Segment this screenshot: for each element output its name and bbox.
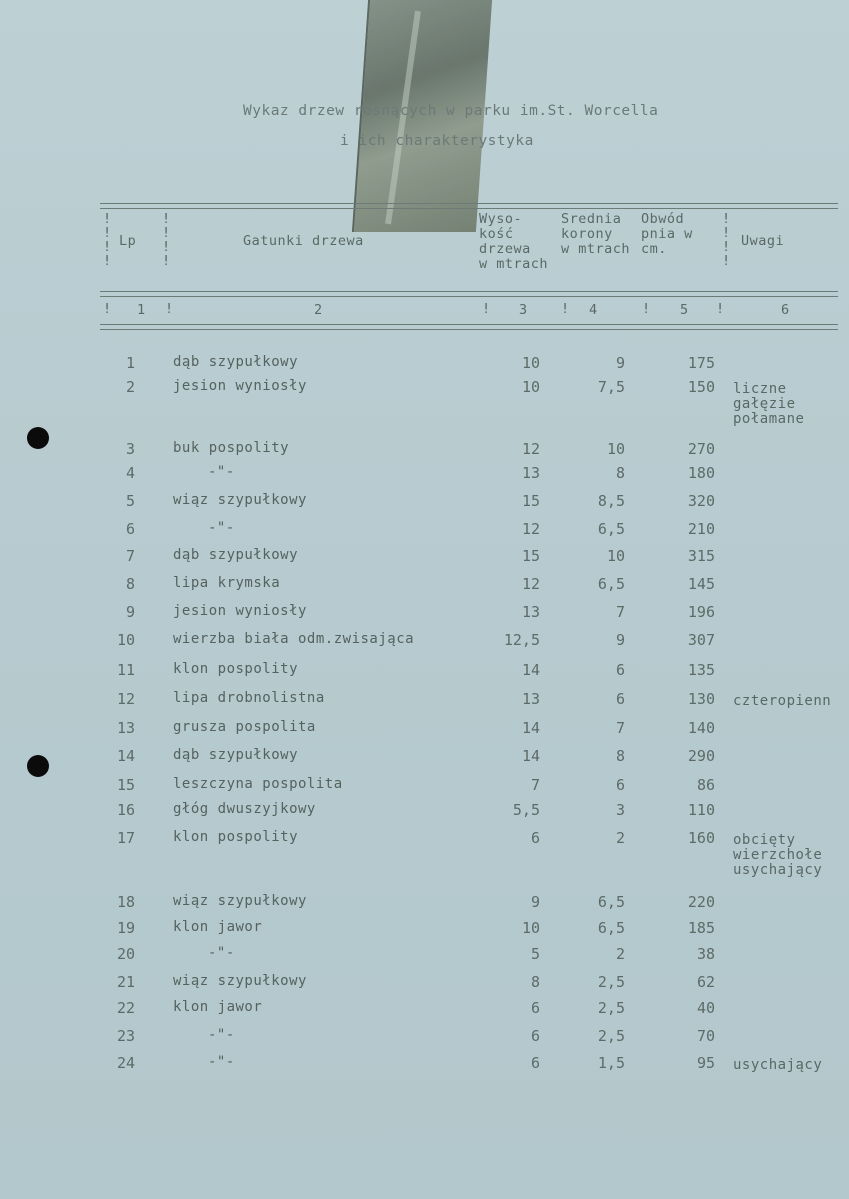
- row-number: 20: [116, 945, 135, 963]
- header-rule-top: [100, 203, 838, 209]
- row-height: 10: [521, 919, 540, 937]
- row-species: -"-: [208, 945, 235, 961]
- row-species: dąb szypułkowy: [173, 747, 299, 763]
- row-species: grusza pospolita: [173, 719, 316, 735]
- row-crown: 9: [615, 631, 625, 649]
- row-girth: 196: [687, 603, 715, 621]
- row-crown: 2: [615, 829, 625, 847]
- row-crown: 8,5: [597, 492, 625, 510]
- row-girth: 270: [687, 440, 715, 458]
- row-girth: 307: [687, 631, 715, 649]
- row-crown: 9: [615, 354, 625, 372]
- row-crown: 2,5: [597, 999, 625, 1017]
- column-number: 2: [314, 302, 323, 318]
- row-species: -"-: [208, 520, 235, 536]
- separator: !: [642, 301, 651, 317]
- row-number: 24: [116, 1054, 135, 1072]
- row-girth: 95: [696, 1054, 715, 1072]
- row-number: 16: [116, 801, 135, 819]
- row-species: dąb szypułkowy: [173, 547, 299, 563]
- row-height: 6: [530, 829, 540, 847]
- column-number: 5: [680, 302, 689, 318]
- row-species: klon pospolity: [173, 661, 299, 677]
- row-crown: 6: [615, 661, 625, 679]
- row-number: 8: [125, 575, 135, 593]
- row-girth: 210: [687, 520, 715, 538]
- row-height: 15: [521, 547, 540, 565]
- row-species: jesion wyniosły: [173, 603, 307, 619]
- row-girth: 160: [687, 829, 715, 847]
- row-number: 9: [125, 603, 135, 621]
- row-girth: 185: [687, 919, 715, 937]
- separator: ! ! ! !: [162, 211, 171, 269]
- row-species: wiąz szypułkowy: [173, 893, 307, 909]
- row-crown: 6,5: [597, 520, 625, 538]
- row-crown: 2: [615, 945, 625, 963]
- row-number: 13: [116, 719, 135, 737]
- row-species: klon jawor: [173, 999, 263, 1015]
- header-rule-bottom: [100, 324, 838, 330]
- header-rule-middle: [100, 291, 838, 297]
- row-crown: 6: [615, 776, 625, 794]
- row-girth: 38: [696, 945, 715, 963]
- row-number: 21: [116, 973, 135, 991]
- row-species: -"-: [208, 464, 235, 480]
- row-girth: 62: [696, 973, 715, 991]
- row-height: 7: [530, 776, 540, 794]
- punch-hole-lower: [27, 755, 49, 777]
- row-species: głóg dwuszyjkowy: [173, 801, 316, 817]
- row-number: 15: [116, 776, 135, 794]
- row-girth: 315: [687, 547, 715, 565]
- row-number: 10: [116, 631, 135, 649]
- row-species: lipa krymska: [173, 575, 281, 591]
- header-height: Wyso- kość drzewa w mtrach: [479, 211, 549, 272]
- row-species: wierzba biała odm.zwisająca: [173, 631, 415, 647]
- row-species: klon pospolity: [173, 829, 299, 845]
- row-height: 10: [521, 354, 540, 372]
- row-species: jesion wyniosły: [173, 378, 307, 394]
- row-number: 2: [125, 378, 135, 396]
- row-notes: liczne gałęzie połamane: [733, 381, 805, 427]
- row-number: 14: [116, 747, 135, 765]
- row-number: 17: [116, 829, 135, 847]
- row-height: 13: [521, 603, 540, 621]
- punch-hole-upper: [27, 427, 49, 449]
- row-species: klon jawor: [173, 919, 263, 935]
- row-girth: 130: [687, 690, 715, 708]
- header-notes: Uwagi: [741, 233, 785, 249]
- row-height: 9: [530, 893, 540, 911]
- title-line-2: i ich charakterystyka: [340, 133, 534, 149]
- row-crown: 3: [615, 801, 625, 819]
- header-crown: Srednia korony w mtrach: [561, 211, 631, 257]
- row-number: 23: [116, 1027, 135, 1045]
- row-number: 3: [125, 440, 135, 458]
- row-species: -"-: [208, 1027, 235, 1043]
- row-species: lipa drobnolistna: [173, 690, 325, 706]
- row-species: wiąz szypułkowy: [173, 973, 307, 989]
- row-girth: 220: [687, 893, 715, 911]
- row-height: 6: [530, 1027, 540, 1045]
- row-number: 22: [116, 999, 135, 1017]
- row-girth: 135: [687, 661, 715, 679]
- row-girth: 140: [687, 719, 715, 737]
- row-height: 5: [530, 945, 540, 963]
- row-height: 6: [530, 999, 540, 1017]
- row-girth: 150: [687, 378, 715, 396]
- row-height: 6: [530, 1054, 540, 1072]
- row-height: 10: [521, 378, 540, 396]
- row-girth: 180: [687, 464, 715, 482]
- row-species: -"-: [208, 1054, 235, 1070]
- row-notes: usychający: [733, 1057, 823, 1073]
- row-number: 4: [125, 464, 135, 482]
- row-number: 6: [125, 520, 135, 538]
- row-notes: obcięty wierzchołe usychający: [733, 832, 823, 878]
- row-crown: 7: [615, 719, 625, 737]
- separator: !: [103, 301, 112, 317]
- row-crown: 10: [606, 440, 625, 458]
- row-number: 19: [116, 919, 135, 937]
- row-crown: 6,5: [597, 919, 625, 937]
- row-species: leszczyna pospolita: [173, 776, 343, 792]
- column-number: 1: [137, 302, 146, 318]
- row-girth: 70: [696, 1027, 715, 1045]
- header-girth: Obwód pnia w cm.: [641, 211, 693, 257]
- row-girth: 175: [687, 354, 715, 372]
- row-height: 8: [530, 973, 540, 991]
- row-height: 14: [521, 661, 540, 679]
- row-species: buk pospolity: [173, 440, 290, 456]
- row-crown: 7,5: [597, 378, 625, 396]
- row-height: 14: [521, 719, 540, 737]
- row-girth: 86: [696, 776, 715, 794]
- row-number: 18: [116, 893, 135, 911]
- row-crown: 8: [615, 747, 625, 765]
- row-crown: 1,5: [597, 1054, 625, 1072]
- row-number: 7: [125, 547, 135, 565]
- row-number: 5: [125, 492, 135, 510]
- row-height: 12: [521, 575, 540, 593]
- row-crown: 8: [615, 464, 625, 482]
- separator: !: [716, 301, 725, 317]
- row-number: 1: [125, 354, 135, 372]
- row-height: 12,5: [503, 631, 540, 649]
- row-height: 13: [521, 464, 540, 482]
- row-height: 13: [521, 690, 540, 708]
- row-height: 14: [521, 747, 540, 765]
- separator: !: [165, 301, 174, 317]
- column-number: 3: [519, 302, 528, 318]
- title-line-1: Wykaz drzew rosnących w parku im.St. Worcella: [243, 103, 659, 119]
- separator: ! ! ! !: [722, 211, 731, 269]
- row-species: dąb szypułkowy: [173, 354, 299, 370]
- row-girth: 40: [696, 999, 715, 1017]
- separator: ! ! ! !: [103, 211, 112, 269]
- column-number: 6: [781, 302, 790, 318]
- row-height: 12: [521, 440, 540, 458]
- row-height: 5,5: [512, 801, 540, 819]
- row-crown: 2,5: [597, 1027, 625, 1045]
- row-girth: 320: [687, 492, 715, 510]
- row-crown: 7: [615, 603, 625, 621]
- row-crown: 6,5: [597, 893, 625, 911]
- row-crown: 6: [615, 690, 625, 708]
- row-girth: 145: [687, 575, 715, 593]
- row-crown: 2,5: [597, 973, 625, 991]
- row-crown: 10: [606, 547, 625, 565]
- header-species: Gatunki drzewa: [243, 233, 364, 249]
- row-height: 15: [521, 492, 540, 510]
- column-number: 4: [589, 302, 598, 318]
- header-lp: Lp: [119, 233, 137, 249]
- row-girth: 290: [687, 747, 715, 765]
- row-number: 12: [116, 690, 135, 708]
- row-girth: 110: [687, 801, 715, 819]
- row-height: 12: [521, 520, 540, 538]
- separator: !: [561, 301, 570, 317]
- row-number: 11: [116, 661, 135, 679]
- separator: !: [482, 301, 491, 317]
- row-crown: 6,5: [597, 575, 625, 593]
- row-notes: czteropienn: [733, 693, 832, 709]
- row-species: wiąz szypułkowy: [173, 492, 307, 508]
